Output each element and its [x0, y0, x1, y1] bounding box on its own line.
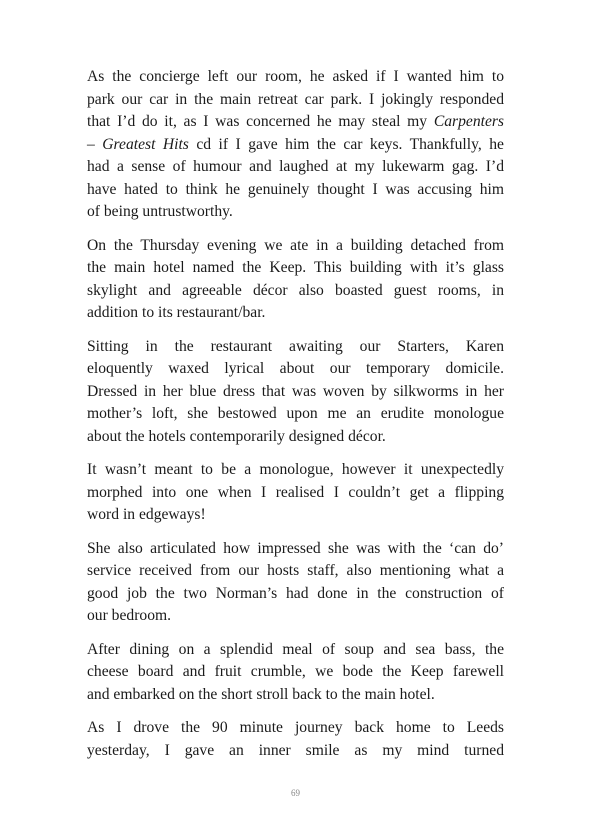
text-line: addition to its restaurant/bar. — [87, 304, 266, 321]
text-line: morphed into one when I realised I couldn’t get a flipping — [87, 483, 504, 501]
page-number: 69 — [291, 788, 300, 798]
text-line: skylight and agreeable décor also boasted guest rooms, in — [87, 281, 504, 299]
text-line: As the concierge left our room, he asked if I wanted him to — [87, 68, 504, 85]
text-line: mother’s loft, she bestowed upon me an erudite monologue — [87, 405, 504, 422]
paragraph-1 — [87, 66, 504, 224]
text-line: our bedroom. — [87, 607, 172, 624]
text-line: eloquently waxed lyrical about our temporary domicile. — [87, 360, 504, 377]
text-line: cheese board and fruit crumble, we bode the Keep farewell — [87, 663, 504, 680]
text-line: good job the two Norman’s had done in the construction of — [87, 584, 504, 602]
text-line: After dining on a splendid meal of soup and sea bass, the — [87, 640, 504, 658]
text-line: – Greatest Hits cd if I gave him the car keys. Thankfully, he — [87, 135, 504, 153]
text-line: had a sense of humour and laughed at my lukewarm gag. I’d — [87, 158, 504, 175]
text-line: have hated to think he genuinely thought I was accusing him — [87, 180, 504, 198]
text-line: service received from our hosts staff, also mentioning what a — [87, 562, 504, 579]
text-line: As I drove the 90 minute journey back home to Leeds — [87, 719, 504, 736]
paragraph-2 — [87, 235, 504, 325]
text-line: Sitting in the restaurant awaiting our Starters, Karen — [87, 337, 504, 355]
text-line: park our car in the main retreat car park. I jokingly responded — [87, 90, 504, 108]
text-line: the main hotel named the Keep. This building with it’s glass — [87, 259, 504, 276]
text-line: word in edgeways! — [87, 506, 206, 523]
text-line: Dressed in her blue dress that was woven by silkworms in her — [87, 382, 504, 400]
body-text — [87, 66, 504, 773]
text-line: about the hotels contemporarily designed décor. — [87, 427, 386, 445]
text-line: of being untrustworthy. — [87, 203, 233, 220]
text-line: On the Thursday evening we ate in a building detached from — [87, 236, 504, 254]
text-line: It wasn’t meant to be a monologue, however it unexpectedly — [87, 461, 504, 478]
italic-title-part2: – Greatest Hits — [87, 135, 189, 153]
paragraph-3 — [87, 336, 504, 449]
text-line: She also articulated how impressed she was with the ‘can do’ — [87, 539, 504, 557]
text-line: yesterday, I gave an inner smile as my mind turned — [87, 741, 504, 759]
paragraph-4 — [87, 459, 504, 527]
paragraph-7 — [87, 717, 504, 762]
text-line: that I’d do it, as I was concerned he may steal my Carpenters — [87, 113, 504, 130]
paragraph-5 — [87, 538, 504, 628]
italic-title-part1: Carpenters — [433, 113, 504, 130]
text-line: and embarked on the short stroll back to the main hotel. — [87, 685, 435, 703]
paragraph-6 — [87, 639, 504, 707]
